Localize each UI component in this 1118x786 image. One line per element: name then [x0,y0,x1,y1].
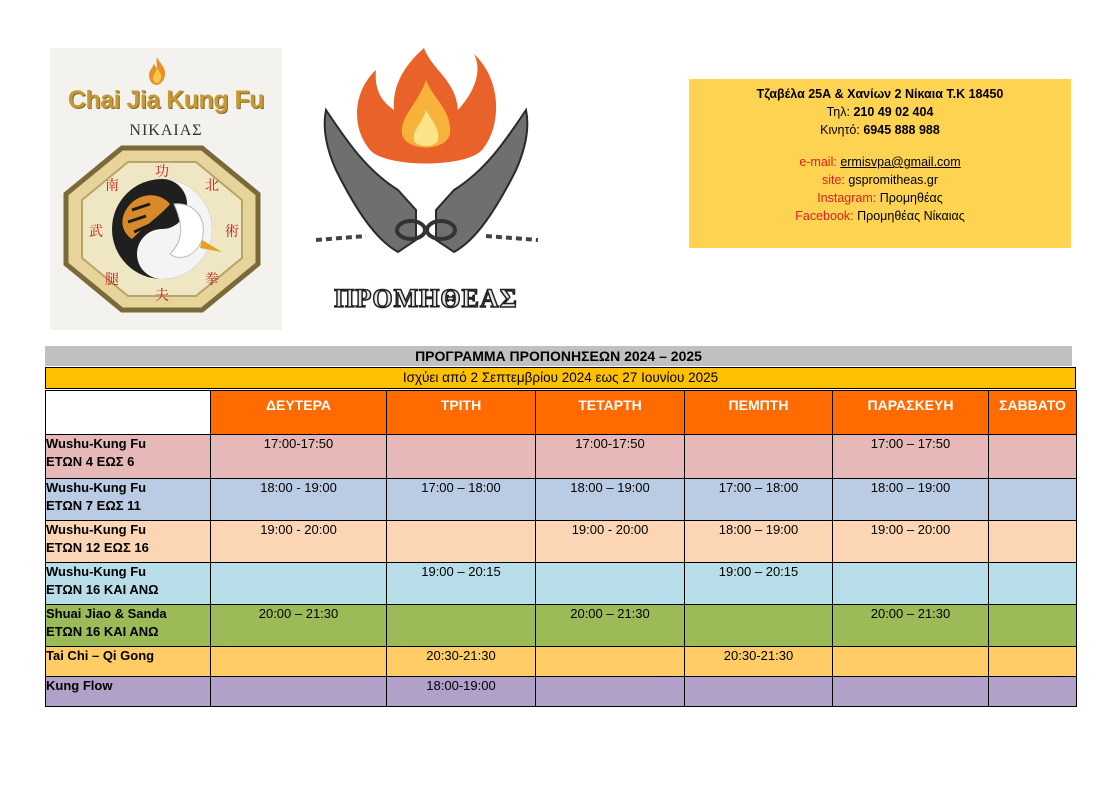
day-header: ΣΑΒΒΑΤΟ [989,391,1077,435]
mobile-label: Κινητό: [820,123,860,137]
phone-label: Τηλ: [826,105,850,119]
time-slot: 20:00 – 21:30 [211,605,387,647]
seal-char-right: 術 [225,224,239,240]
promitheas-wordmark: ΠΡΟΜΗΘΕΑΣ [334,284,518,313]
table-row [46,521,1077,563]
time-slot [685,677,833,707]
time-slot: 20:30-21:30 [387,647,536,677]
email-line [689,153,1071,171]
time-slot: 19:00 – 20:00 [833,521,989,563]
facebook-value: Προμηθέας Νίκαιας [857,209,965,223]
time-slot: 20:00 – 21:30 [833,605,989,647]
class-label: Wushu-Kung Fu ΕΤΩΝ 4 ΕΩΣ 6 [46,435,211,479]
class-label: Wushu-Kung Fu ΕΤΩΝ 16 ΚΑΙ ΑΝΩ [46,563,211,605]
class-label: Wushu-Kung Fu ΕΤΩΝ 12 ΕΩΣ 16 [46,521,211,563]
time-slot [387,521,536,563]
facebook-line [689,207,1071,225]
promitheas-logo [306,40,546,318]
seal-char-top-right: 北 [205,178,219,194]
time-slot: 19:00 – 20:15 [387,563,536,605]
schedule-table [45,390,1077,707]
instagram-value: Προμηθέας [879,191,943,205]
time-slot: 18:00-19:00 [387,677,536,707]
site-label: site: [821,173,845,187]
day-header: ΠΕΜΠΤΗ [685,391,833,435]
class-label: Kung Flow [46,677,211,707]
validity-banner: Ισχύει από 2 Σεπτεμβρίου 2024 εως 27 Ιουνίου 2025 [45,367,1076,389]
day-header: ΤΡΙΤΗ [387,391,536,435]
time-slot [211,563,387,605]
time-slot: 18:00 – 19:00 [536,479,685,521]
seal-char-bottom-left: 腿 [105,272,119,288]
time-slot [989,435,1077,479]
table-row [46,563,1077,605]
chai-jia-kung-fu-logo [50,48,282,330]
time-slot [536,677,685,707]
time-slot: 18:00 – 19:00 [833,479,989,521]
class-label: Tai Chi – Qi Gong [46,647,211,677]
table-row [46,479,1077,521]
table-row [46,647,1077,677]
table-row [46,605,1077,647]
time-slot [387,605,536,647]
time-slot: 18:00 – 19:00 [685,521,833,563]
seal-char-bottom: 夫 [155,288,169,304]
time-slot [833,647,989,677]
seal-char-left: 武 [89,224,103,240]
time-slot [536,563,685,605]
phone-line [689,103,1071,121]
phone-number: 210 49 02 404 [853,105,934,119]
club-subtitle: ΝΙΚΑΙΑΣ [129,122,203,139]
instagram-line [689,189,1071,207]
day-header: ΔΕΥΤΕΡΑ [211,391,387,435]
day-header-row [46,391,1077,435]
time-slot: 17:00-17:50 [211,435,387,479]
header-corner [46,391,211,435]
site-value: gspromitheas.gr [848,173,939,187]
flaming-hands-icon [306,40,546,280]
time-slot: 19:00 - 20:00 [536,521,685,563]
time-slot: 19:00 – 20:15 [685,563,833,605]
time-slot: 18:00 - 19:00 [211,479,387,521]
time-slot [833,677,989,707]
table-row [46,435,1077,479]
time-slot [989,677,1077,707]
seal-char-top: 功 [155,164,169,180]
time-slot [211,647,387,677]
class-label: Shuai Jiao & Sanda ΕΤΩΝ 16 ΚΑΙ ΑΝΩ [46,605,211,647]
day-header: ΠΑΡΑΣΚΕΥΗ [833,391,989,435]
time-slot [833,563,989,605]
octagon-seal-icon [62,144,262,314]
mobile-line [689,121,1071,139]
contact-box [689,79,1071,248]
time-slot [989,647,1077,677]
time-slot: 17:00 – 18:00 [685,479,833,521]
time-slot: 19:00 - 20:00 [211,521,387,563]
time-slot [989,563,1077,605]
instagram-label: Instagram: [817,191,877,205]
mobile-number: 6945 888 988 [863,123,940,137]
time-slot [536,647,685,677]
time-slot: 17:00-17:50 [536,435,685,479]
time-slot [989,479,1077,521]
time-slot: 17:00 – 17:50 [833,435,989,479]
time-slot [211,677,387,707]
time-slot [989,521,1077,563]
time-slot [989,605,1077,647]
facebook-label: Facebook: [795,209,854,223]
time-slot [685,605,833,647]
time-slot: 17:00 – 18:00 [387,479,536,521]
club-brand-name: Chai Jia Kung Fu [67,86,265,114]
seal-char-bottom-right: 拳 [205,272,219,288]
schedule-title: ΠΡΟΓΡΑΜΜΑ ΠΡΟΠΟΝΗΣΕΩΝ 2024 – 2025 [45,346,1072,366]
site-line [689,171,1071,189]
time-slot [387,435,536,479]
email-link[interactable]: ermisvpa@gmail.com [840,155,961,169]
time-slot: 20:00 – 21:30 [536,605,685,647]
time-slot [685,435,833,479]
class-label: Wushu-Kung Fu ΕΤΩΝ 7 ΕΩΣ 11 [46,479,211,521]
table-row [46,677,1077,707]
address: Τζαβέλα 25Α & Χανίων 2 Νίκαια Τ.Κ 18450 [756,87,1004,101]
day-header: ΤΕΤΑΡΤΗ [536,391,685,435]
email-label: e-mail: [799,155,837,169]
seal-char-top-left: 南 [105,178,119,194]
flame-icon [146,56,168,86]
time-slot: 20:30-21:30 [685,647,833,677]
